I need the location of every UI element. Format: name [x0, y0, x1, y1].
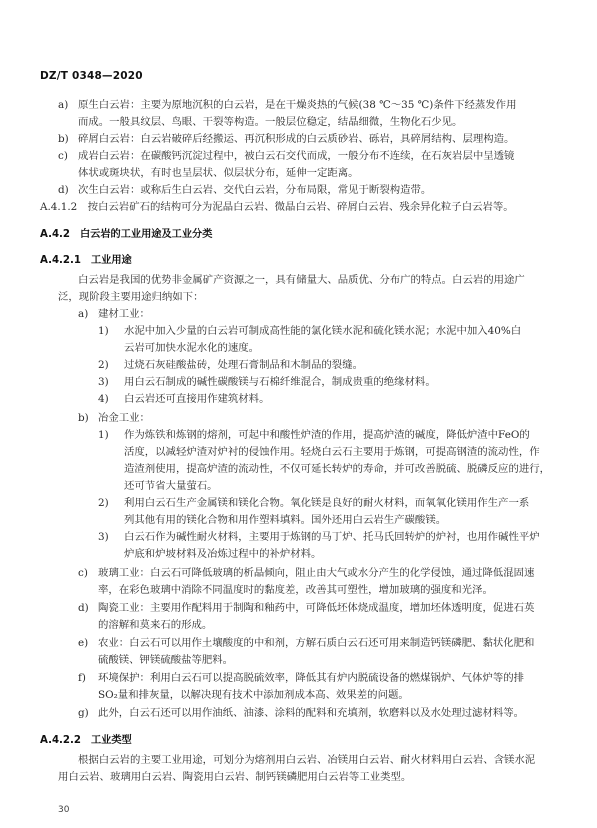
item-label: a) [78, 308, 89, 320]
list-item [78, 600, 534, 618]
item-text: 陶瓷工业：主要用作配料用于制陶和釉药中，可降低坯体烧成温度，增加坯体透明度，促进石英 [98, 602, 535, 614]
list-item [78, 705, 524, 723]
sub-item-text: 利用白云石生产金属镁和镁化合物。氧化镁是良好的耐火材料，而氧氧化镁用作生产一系 [124, 497, 530, 509]
item-label: f) [78, 672, 86, 684]
sub-item-cont: 活度，以减轻炉渣对炉衬的侵蚀作用。轻烧白云石主要用于炼钢，可提高钢渣的流动性，作 [124, 446, 540, 458]
page-number: 30 [58, 805, 70, 815]
sub-item-text: 白云石作为碱性耐火材料，主要用于炼钢的马丁炉、托马氏回转炉的炉衬，也用作碱性平炉 [124, 531, 540, 543]
sub-item-text: 过烧石灰硅酸盐砖，处理石膏制品和木制品的裂缝。 [124, 359, 363, 371]
section-title: 白云岩的工业用途及工业分类 [80, 229, 213, 240]
subsection-title: 工业用途 [90, 255, 132, 266]
sub-item [98, 357, 363, 375]
item-text: 原生白云岩：主要为原地沉积的白云岩，是在干燥炎热的气候(38 ℃～35 ℃)条件下经蒸发作用 [78, 99, 517, 111]
sub-item-label: 2) [98, 359, 109, 371]
item-text-cont: 体状或斑块状，有时也呈层状、似层状分布，延伸一定距离。 [78, 167, 359, 179]
item-label: c) [58, 150, 68, 162]
category-title: 建材工业： [98, 308, 150, 320]
sub-item-text: 用白云石制成的碱性碳酸镁与石棉纤维混合，制成贵重的绝缘材料。 [124, 376, 436, 388]
section-heading [40, 225, 212, 240]
sub-item-label: 1) [98, 429, 109, 441]
body-paragraph-cont: 用白云岩、玻璃用白云岩、陶瓷用白云岩、制钙镁磷肥用白云岩等工业类型。 [58, 771, 412, 783]
item-label: d) [58, 184, 69, 196]
item-label: b) [78, 412, 89, 424]
list-item [78, 670, 524, 688]
sub-item-cont: 列其他有用的镁化合物和用作塑料填料。国外还用白云岩生产碳酸镁。 [124, 514, 447, 526]
item-label: b) [58, 133, 69, 145]
subsection-number: A.4.2.1 [40, 255, 81, 266]
sub-item-text: 白云岩还可直接用作建筑材料。 [124, 393, 270, 405]
item-text-cont: 的溶解和莫来石的形成。 [98, 619, 213, 631]
category-title: 冶金工业： [98, 412, 150, 424]
item-label: c) [78, 567, 88, 579]
clause-a4-1-2: A.4.1.2 按白云岩矿石的结构可分为泥晶白云岩、微晶白云岩、碎屑白云岩、残余异化粒子白云岩等。 [40, 201, 514, 213]
standard-code: DZ/T 0348—2020 [40, 70, 143, 82]
list-item [78, 565, 534, 583]
sub-item-text: 水泥中加入少量的白云岩可制成高性能的氯化镁水泥和硫化镁水泥；水泥中加入40%白 [124, 325, 522, 337]
item-text-cont: 而成。一般具纹层、鸟眼、干裂等构造。一般层位稳定，结晶细微，生物化石少见。 [78, 116, 463, 128]
item-text-cont: 率，在彩色玻璃中消除不同温度时的黏度差，改善其可塑性，增加玻璃的强度和光泽。 [98, 584, 493, 596]
list-item [58, 131, 514, 149]
sub-item [98, 323, 521, 341]
subsection-heading [40, 251, 132, 266]
item-text: 成岩白云岩：在碳酸钙沉淀过程中，被白云石交代而成，一般分布不连续，在石灰岩层中呈透镜 [78, 150, 515, 162]
item-text: 碎屑白云岩：白云岩破碎后经搬运、再沉积形成的白云质砂岩、砾岩，具碎屑结构、层理构造。 [78, 133, 515, 145]
subsection-number: A.4.2.2 [40, 735, 81, 746]
sub-item-cont: 云岩可加快水泥水化的速度。 [124, 342, 260, 354]
sub-item [98, 427, 530, 445]
intro-paragraph-cont: 泛，现阶段主要用途归纳如下： [58, 291, 204, 303]
item-label: g) [78, 707, 89, 719]
list-item [78, 635, 534, 653]
item-text: 此外，白云石还可以用作油纸、油漆、涂料的配料和充填剂，软磨料以及水处理过滤材料等。 [98, 707, 525, 719]
sub-item-label: 3) [98, 531, 109, 543]
item-label: a) [58, 99, 69, 111]
item-text: 次生白云岩：或称后生白云岩、交代白云岩，分布局限，常见于断裂构造带。 [78, 184, 432, 196]
sub-item [98, 374, 436, 392]
sub-item [98, 391, 269, 409]
item-text: 环境保护：利用白云石可以提高脱硫效率，降低其有炉内脱硫设备的燃煤锅炉、气体炉等的排 [98, 672, 525, 684]
sub-item [98, 529, 540, 547]
body-paragraph: 根据白云岩的主要工业用途，可划分为熔剂用白云岩、冶镁用白云岩、耐火材料用白云岩、含镁水泥 [78, 754, 536, 766]
sub-item-cont: 还可节省大量萤石。 [124, 480, 218, 492]
sub-item [98, 495, 529, 513]
list-item [58, 182, 431, 200]
subsection-heading [40, 731, 132, 746]
item-text: 农业：白云石可以用作土壤酸度的中和剂，方解石质白云石还可用来制造钙镁磷肥、黏状化肥和 [98, 637, 535, 649]
category-heading [78, 306, 150, 324]
item-text-cont: SO₂量和排灰量，以解决现有技术中添加剂成本高、效果差的问题。 [98, 689, 409, 701]
list-item [58, 97, 516, 115]
sub-item-cont: 造渣剂使用，提高炉渣的流动性，不仅可延长转炉的寿命，并可改善脱硫、脱磷反应的进行， [124, 463, 551, 475]
item-label: e) [78, 637, 89, 649]
sub-item-label: 4) [98, 393, 109, 405]
sub-item-label: 3) [98, 376, 109, 388]
list-item [58, 148, 514, 166]
item-label: d) [78, 602, 89, 614]
sub-item-cont: 炉底和炉坡材料及冶炼过程中的补炉材料。 [124, 548, 322, 560]
item-text-cont: 硫酸镁、钾镁硫酸盐等肥料。 [98, 654, 234, 666]
section-number: A.4.2 [40, 229, 70, 240]
sub-item-text: 作为炼铁和炼钢的熔剂，可起中和酸性炉渣的作用，提高炉渣的碱度，降低炉渣中FeO的 [124, 429, 530, 441]
category-heading [78, 410, 150, 428]
item-text: 玻璃工业：白云石可降低玻璃的析晶倾向，阻止由大气或水分产生的化学侵蚀，通过降低混固速 [98, 567, 535, 579]
intro-paragraph: 白云岩是我国的优势非金属矿产资源之一，具有储量大、品质优、分布广的特点。白云岩的用途广 [78, 274, 525, 286]
sub-item-label: 2) [98, 497, 109, 509]
sub-item-label: 1) [98, 325, 109, 337]
subsection-title: 工业类型 [90, 735, 132, 746]
